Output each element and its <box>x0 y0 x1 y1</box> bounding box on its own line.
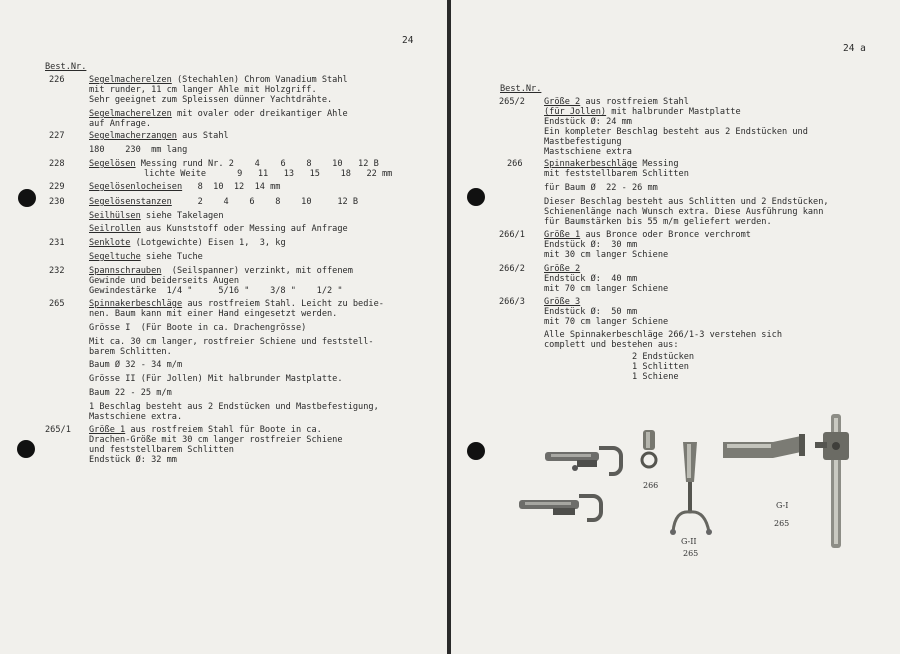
item-number: 229 <box>49 182 65 192</box>
text-line: Gewindestärke 1/4 " 5/16 " 3/8 " 1/2 " <box>89 286 343 296</box>
text-line: Segelösenlocheisen 8 10 12 14 mm <box>89 182 281 192</box>
text-line: Alle Spinnakerbeschläge 266/1-3 verstehen sich <box>544 330 782 340</box>
punch-hole <box>17 440 35 458</box>
text-line: Mit ca. 30 cm langer, rostfreier Schiene und feststell- <box>89 337 374 347</box>
text-line: Baum Ø 32 - 34 m/m <box>89 360 183 370</box>
end-fitting-gi-photo <box>721 432 809 468</box>
text-line: Gewinde und beiderseits Augen <box>89 276 240 286</box>
punch-hole <box>467 442 485 460</box>
page-right <box>451 0 900 654</box>
text-line: Baum 22 - 25 m/m <box>89 388 172 398</box>
column-header: Best.Nr. <box>500 84 542 94</box>
text-line: Schienenlänge nach Wunsch extra. Diese Ausführung kann <box>544 207 824 217</box>
column-header: Best.Nr. <box>45 62 87 72</box>
text-line: Segelösenstanzen 2 4 6 8 10 12 B <box>89 197 359 207</box>
punch-hole <box>467 188 485 206</box>
end-piece-photo <box>637 428 663 472</box>
item-number: 230 <box>49 197 65 207</box>
text-line: lichte Weite 9 11 13 15 18 22 mm <box>144 169 393 179</box>
text-line: mit runder, 11 cm langer Ahle mit Holzgriff. <box>89 85 317 95</box>
item-number: 266/1 <box>499 230 525 240</box>
text-line: Segelmacherelzen mit ovaler oder dreikantiger Ahle <box>89 109 348 119</box>
punch-hole <box>18 189 36 207</box>
page-left <box>0 0 447 654</box>
text-line: 1 Beschlag besteht aus 2 Endstücken und Mastbefestigung, <box>89 402 379 412</box>
text-line: Ein kompleter Beschlag besteht aus 2 Endstücken und <box>544 127 808 137</box>
text-line: und feststellbarem Schlitten <box>89 445 234 455</box>
text-line: mit feststellbarem Schlitten <box>544 169 689 179</box>
text-line: Grösse II (Für Jollen) Mit halbrunder Mastplatte. <box>89 374 343 384</box>
text-line: Größe 2 aus rostfreiem Stahl <box>544 97 689 107</box>
text-line: mit 30 cm langer Schiene <box>544 250 669 260</box>
page-number: 24 <box>402 35 414 46</box>
text-line: Mastschiene extra. <box>89 412 183 422</box>
text-line: Sehr geeignet zum Spleissen dünner Yachtdrähte. <box>89 95 333 105</box>
text-line: Endstück Ø: 32 mm <box>89 455 177 465</box>
text-line: auf Anfrage. <box>89 119 152 129</box>
item-number: 232 <box>49 266 65 276</box>
item-number: 266/3 <box>499 297 525 307</box>
text-line: Endstück Ø: 30 mm <box>544 240 638 250</box>
text-line: Mastbefestigung <box>544 137 622 147</box>
photo-caption: 265 <box>683 549 699 558</box>
text-line: Segelösen Messing rund Nr. 2 4 6 8 10 12 B <box>89 159 379 169</box>
hook-fitting-photo <box>515 490 607 524</box>
text-line: 1 Schiene <box>632 372 679 382</box>
text-line: Segelmacherzangen aus Stahl <box>89 131 229 141</box>
item-number: 265/1 <box>45 425 71 435</box>
text-line: für Baum Ø 22 - 26 mm <box>544 183 658 193</box>
text-line: Seilrollen aus Kunststoff oder Messing auf Anfrage <box>89 224 348 234</box>
text-line: Größe 1 aus Bronce oder Bronce verchromt <box>544 230 751 240</box>
text-line: Grösse I (Für Boote in ca. Drachengrösse) <box>89 323 307 333</box>
item-number: 265 <box>49 299 65 309</box>
item-number: 266 <box>507 159 523 169</box>
text-line: Endstück Ø: 40 mm <box>544 274 638 284</box>
text-line: Dieser Beschlag besteht aus Schlitten und 2 Endstücken, <box>544 197 829 207</box>
text-line: mit 70 cm langer Schiene <box>544 284 669 294</box>
text-line: 2 Endstücken <box>632 352 695 362</box>
text-line: 180 230 mm lang <box>89 145 188 155</box>
hook-fitting-photo <box>541 440 631 476</box>
text-line: Drachen-Größe mit 30 cm langer rostfreier Schiene <box>89 435 343 445</box>
item-number: 265/2 <box>499 97 525 107</box>
text-line: Spinnakerbeschläge Messing <box>544 159 679 169</box>
text-line: nen. Baum kann mit einer Hand eingesetzt werden. <box>89 309 338 319</box>
text-line: 1 Schlitten <box>632 362 689 372</box>
item-number: 266/2 <box>499 264 525 274</box>
text-line: Spinnakerbeschläge aus rostfreiem Stahl. Leicht zu bedie- <box>89 299 384 309</box>
text-line: barem Schlitten. <box>89 347 172 357</box>
text-line: Größe 3 <box>544 297 581 307</box>
photo-caption: G-I <box>776 501 789 510</box>
item-number: 227 <box>49 131 65 141</box>
text-line: mit 70 cm langer Schiene <box>544 317 669 327</box>
text-line: Mastschiene extra <box>544 147 632 157</box>
text-line: Spannschrauben (Seilspanner) verzinkt, mit offenem <box>89 266 353 276</box>
text-line: complett und bestehen aus: <box>544 340 679 350</box>
photo-caption: G-II <box>681 537 697 546</box>
photo-caption: 265 <box>774 519 790 528</box>
text-line: (für Jollen) mit halbrunder Mastplatte <box>544 107 741 117</box>
mast-fitting-gii-photo <box>669 440 713 536</box>
item-number: 231 <box>49 238 65 248</box>
text-line: Seilhülsen siehe Takelagen <box>89 211 224 221</box>
text-line: Segelmacherelzen (Stechahlen) Chrom Vanadium Stahl <box>89 75 348 85</box>
text-line: Segeltuche siehe Tuche <box>89 252 203 262</box>
page-number: 24 a <box>843 43 866 54</box>
text-line: Endstück Ø: 24 mm <box>544 117 632 127</box>
item-number: 228 <box>49 159 65 169</box>
item-number: 226 <box>49 75 65 85</box>
text-line: Endstück Ø: 50 mm <box>544 307 638 317</box>
text-line: Senklote (Lotgewichte) Eisen 1, 3, kg <box>89 238 286 248</box>
photo-caption: 266 <box>643 481 659 490</box>
text-line: Größe 1 aus rostfreiem Stahl für Boote in ca. <box>89 425 322 435</box>
text-line: für Baumstärken bis 55 m/m geliefert werden. <box>544 217 772 227</box>
text-line: Größe 2 <box>544 264 581 274</box>
mast-rail-gi-photo <box>813 412 859 552</box>
